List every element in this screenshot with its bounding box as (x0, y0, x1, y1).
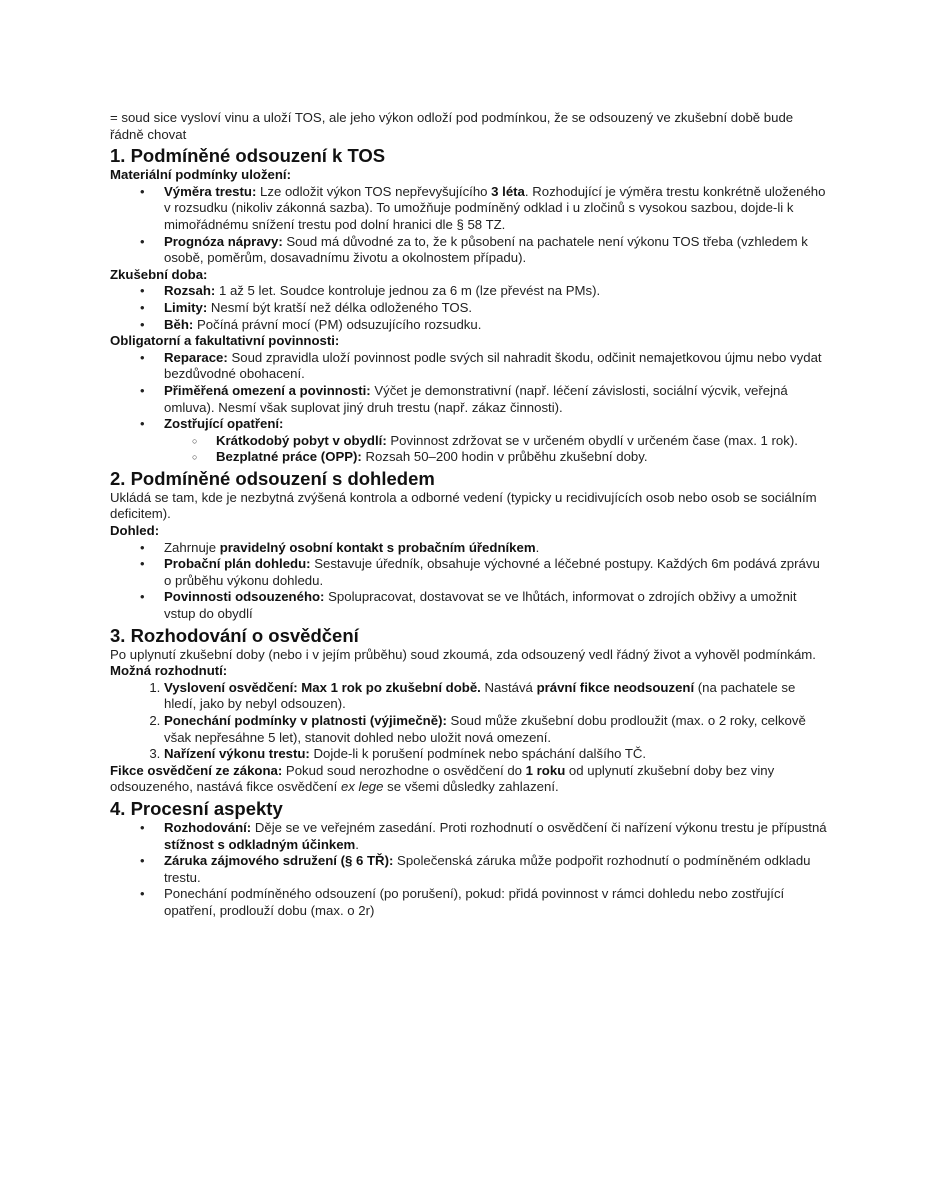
list-item: 3. Nařízení výkonu trestu: Dojde-li k porušení podmínek nebo spáchání dalšího TČ. (164, 746, 830, 763)
possible-decisions-subheading: Možná rozhodnutí: (110, 663, 228, 679)
list-item: • Ponechání podmíněného odsouzení (po porušení), pokud: přidá povinnost v rámci dohledu nebo zostřující opatření, prodlouží dobu (max. o 2r) (164, 886, 830, 919)
statutory-fiction-paragraph: Fikce osvědčení ze zákona: Pokud soud nerozhodne o osvědčení do 1 roku od uplynutí zkušební doby bez viny odsouzeného, nastává fikce osvědčení ex lege se všemi důsledky zahlazení. (110, 762, 775, 795)
list-item: 1. Vyslovení osvědčení: Max 1 rok po zkušební době. Nastává právní fikce neodsouzení (na pachatele se hledí, jako by nebyl odsouzen). (164, 680, 830, 713)
item-label: Prognóza nápravy: (164, 233, 283, 249)
supervision-subheading: Dohled: (110, 523, 160, 539)
list-item: • Zahrnuje pravidelný osobní kontakt s probačním úředníkem. (164, 540, 830, 557)
section-4-heading: 4. Procesní aspekty (110, 797, 283, 819)
list-item: • Rozsah: 1 až 5 let. Soudce kontroluje jednou za 6 m (lze převést na PMs). (164, 283, 830, 300)
list-item: 2. Ponechání podmínky v platnosti (výjimečně): Soud může zkušební dobu prodloužit (max. o 2 roky, celkově však nepřesáhne 5 let), stanovit dohled nebo uložit nová omezení. (164, 713, 830, 746)
list-item: • Limity: Nesmí být kratší než délka odloženého TOS. (164, 300, 830, 317)
document-page (110, 110, 830, 920)
probation-period-subheading: Zkušební doba: (110, 266, 208, 282)
sub-list-item: ○ Krátkodobý pobyt v obydlí: Povinnost zdržovat se v určeném obydlí v určeném čase (max. 1 rok). (216, 433, 830, 450)
list-item: • Prognóza nápravy: Soud má důvodné za to, že k působení na pachatele není výkonu TOS třeba (vzhledem k osobě, poměrům, dosavadnímu životu a okolnostem případu). (164, 234, 830, 267)
list-item: • Rozhodování: Děje se ve veřejném zasedání. Proti rozhodnutí o osvědčení či nařízení výkonu trestu je přípustná stížnost s odkladným účinkem. (164, 820, 830, 853)
list-item: • Běh: Počíná právní mocí (PM) odsuzujícího rozsudku. (164, 317, 830, 334)
material-conditions-list (110, 184, 830, 267)
list-item: • Přiměřená omezení a povinnosti: Výčet je demonstrativní (např. léčení závislosti, sociální výcvik, veřejná omluva). Nesmí však suplovat jiný druh trestu (např. zákaz činnosti). (164, 383, 830, 416)
section-3-intro: Po uplynutí zkušební doby (nebo i v jejím průběhu) soud zkoumá, zda odsouzený vedl řádný život a vyhověl podmínkám. (110, 646, 816, 662)
aggravating-measures-list (164, 433, 830, 466)
list-item: • Povinnosti odsouzeného: Spolupracovat, dostavovat se ve lhůtách, informovat o zdrojích obživy a umožnit vstup do obydlí (164, 589, 830, 622)
list-item: • Výměra trestu: Lze odložit výkon TOS nepřevyšujícího 3 léta. Rozhodující je výměra trestu konkrétně uloženého v rozsudku (nikoliv zákonná sazba). To umožňuje podmíněný odklad i u zločinů s vysokou sazbou, dojde-li k mimořádnému snížení trestu pod dolní hranici dle § 58 TZ. (164, 184, 830, 234)
section-2-intro: Ukládá se tam, kde je nezbytná zvýšená kontrola a odborné vedení (typicky u recidivujících osob nebo osob se sociálním deficitem). (110, 489, 817, 522)
list-item: • Reparace: Soud zpravidla uloží povinnost podle svých sil nahradit škodu, odčinit nemajetkovou újmu nebo vydat bezdůvodné obohacení. (164, 350, 830, 383)
section-1-heading: 1. Podmíněné odsouzení k TOS (110, 145, 386, 167)
section-3-heading: 3. Rozhodování o osvědčení (110, 624, 359, 646)
list-item: • Probační plán dohledu: Sestavuje úředník, obsahuje výchovné a léčebné postupy. Každých 6m podává zprávu o průběhu výkonu dohledu. (164, 556, 830, 589)
procedural-aspects-list (110, 820, 830, 920)
probation-period-list (110, 283, 830, 333)
section-2-heading: 2. Podmíněné odsouzení s dohledem (110, 467, 435, 489)
possible-decisions-list (110, 680, 830, 763)
list-item: • Zostřující opatření: ○ Krátkodobý pobyt v obydlí: Povinnost zdržovat se v určeném obydlí v určeném čase (max. 1 rok). ○ Bezplatné práce (OPP): Rozsah 50–200 hodin v průběhu zkušební doby. (164, 416, 830, 466)
material-conditions-subheading: Materiální podmínky uložení: (110, 167, 291, 183)
list-item: • Záruka zájmového sdružení (§ 6 TŘ): Společenská záruka může podpořit rozhodnutí o podmíněném odkladu trestu. (164, 853, 830, 886)
obligations-list (110, 350, 830, 466)
obligations-subheading: Obligatorní a fakultativní povinnosti: (110, 333, 340, 349)
supervision-list (110, 540, 830, 623)
sub-list-item: ○ Bezplatné práce (OPP): Rozsah 50–200 hodin v průběhu zkušební doby. (216, 449, 830, 466)
intro-paragraph: = soud sice vysloví vinu a uloží TOS, ale jeho výkon odloží pod podmínkou, že se odsouzený ve zkušební době bude řádně chovat (110, 110, 794, 142)
item-label: Výměra trestu: (164, 183, 257, 199)
